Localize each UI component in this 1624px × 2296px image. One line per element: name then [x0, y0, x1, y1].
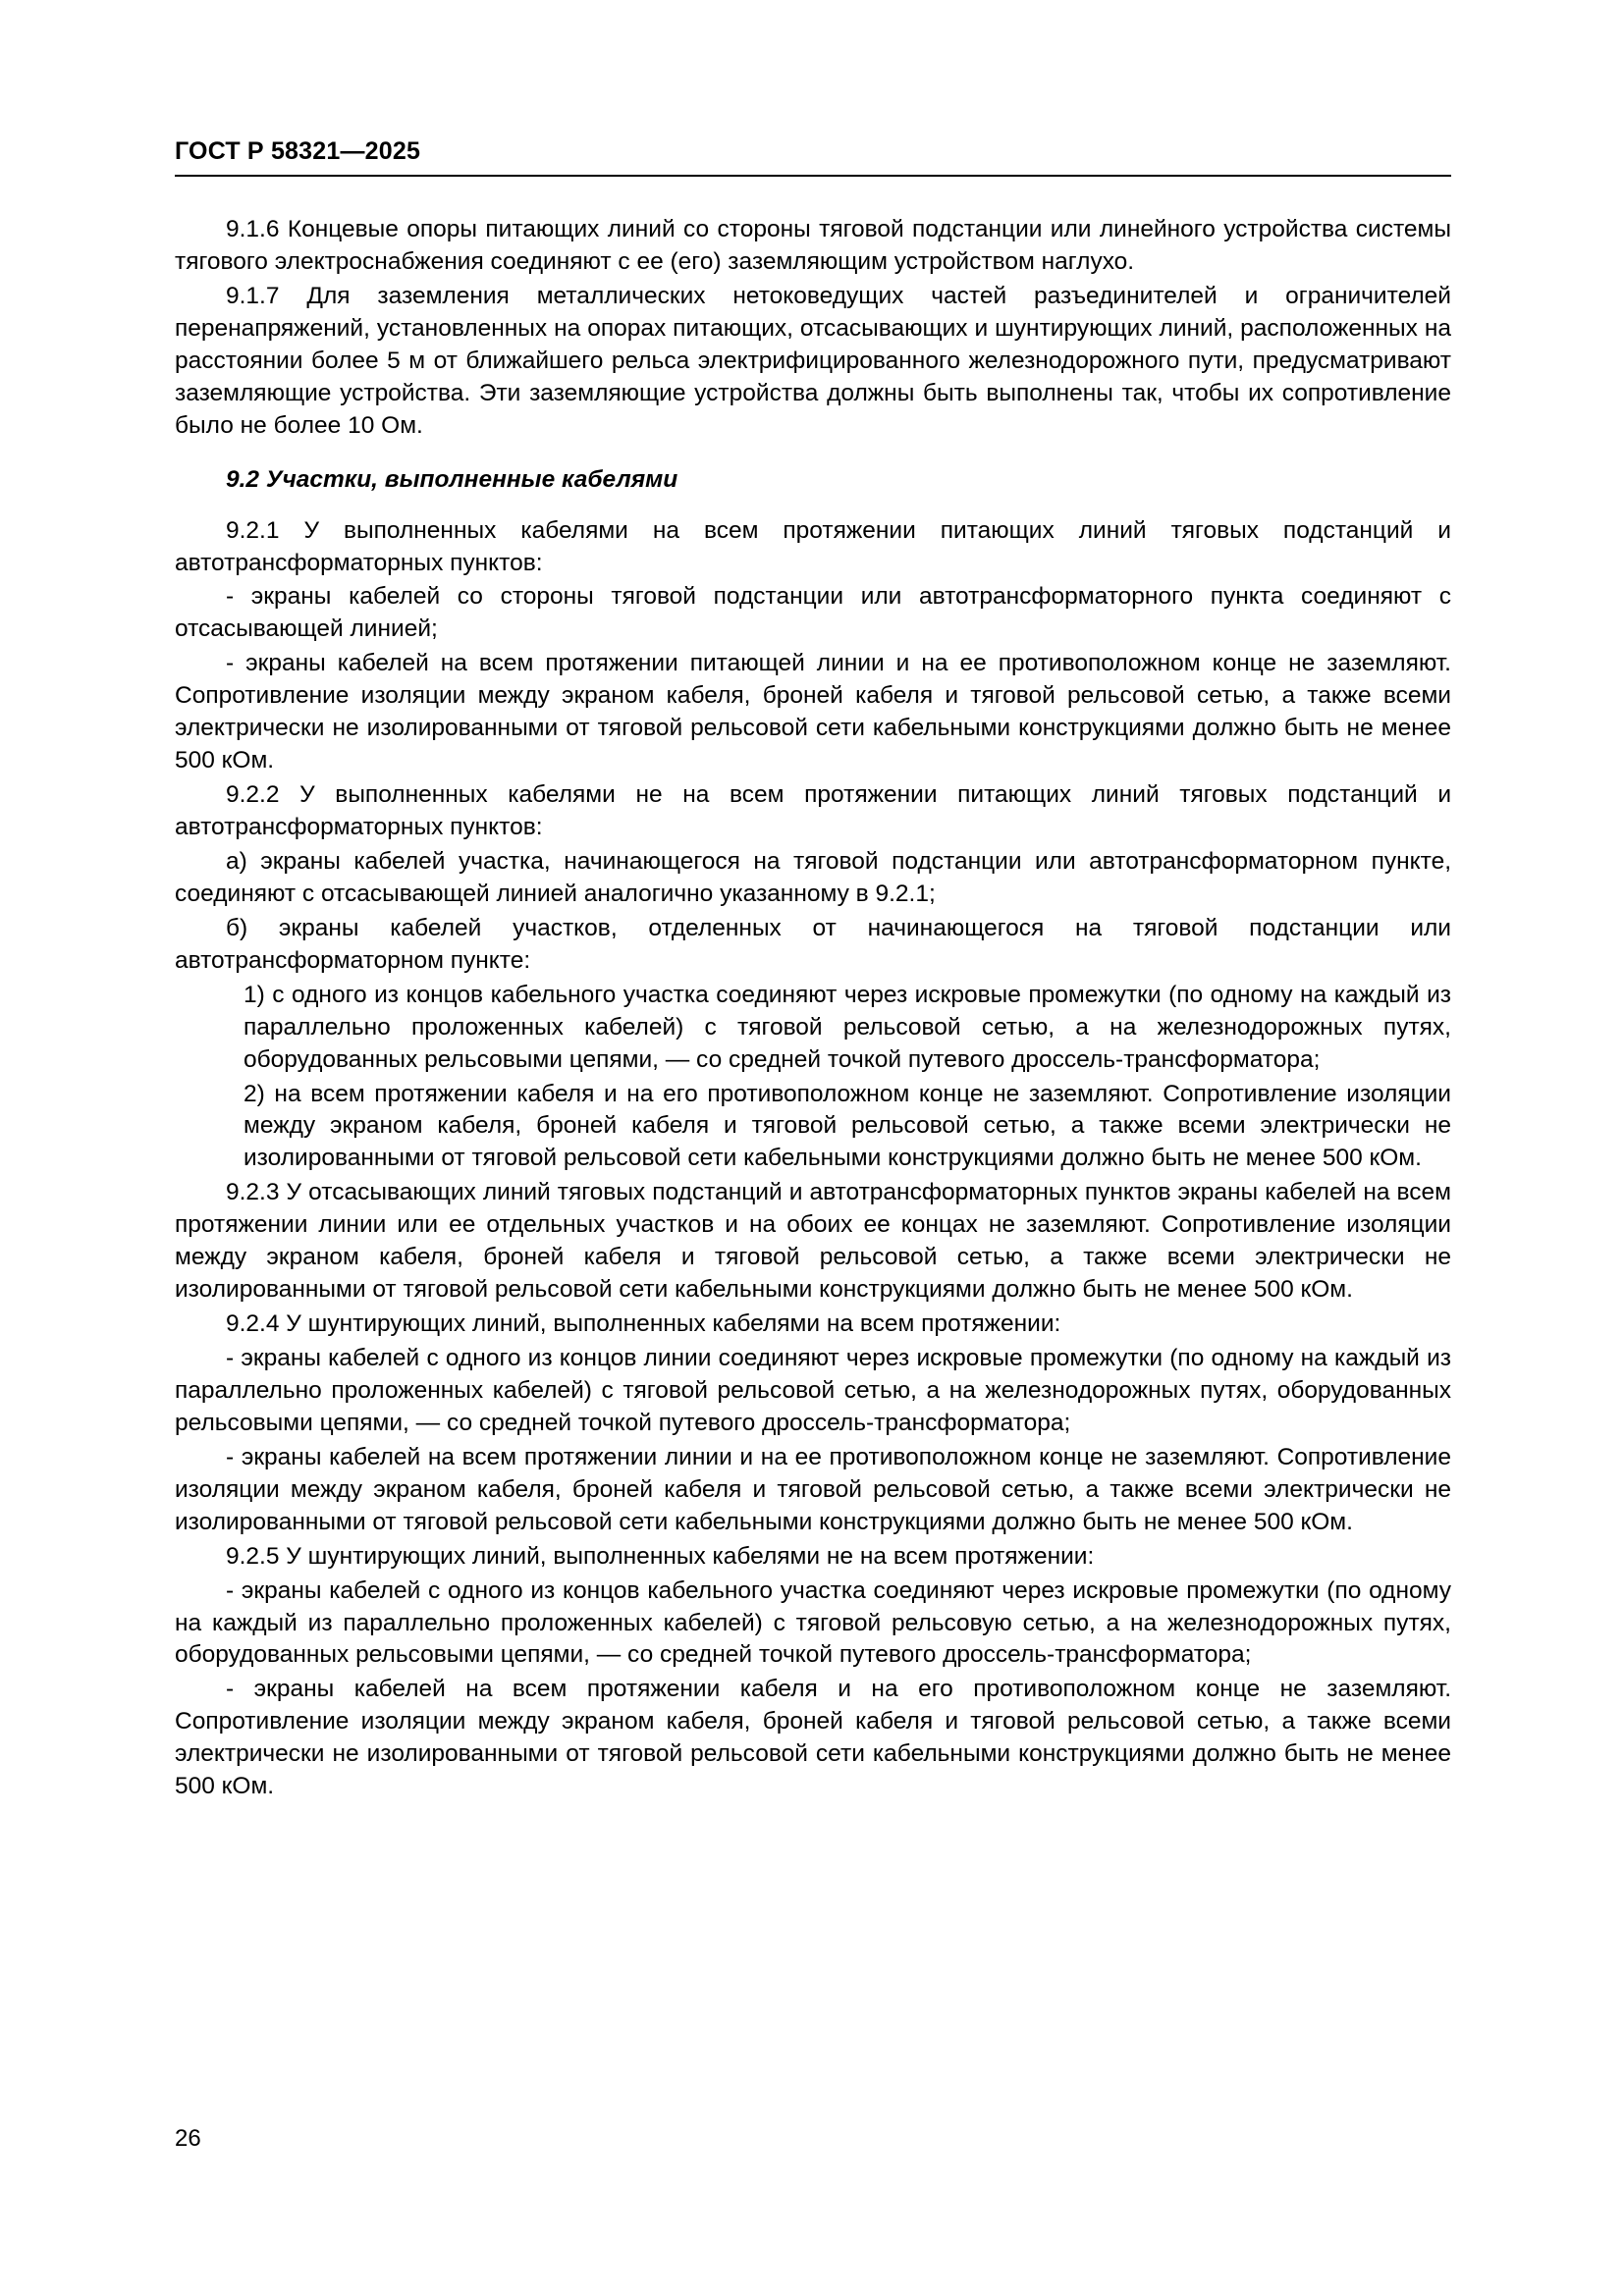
list-item-9-2-5-dash-2: - экраны кабелей на всем протяжении кабеля и на его противоположном конце не заземляют. Сопротивление изоляции между экраном кабеля, броней кабеля и тяговой рельсовой сетью, а также всеми электрически не изолированными от тяговой рельсовой сети кабельными конструкциями должно быть не менее 500 кОм. [175, 1676, 1451, 1800]
page-number: 26 [175, 2125, 201, 2152]
list-item-9-2-2-b-1: 1) с одного из концов кабельного участка соединяют через искровые промежутки (по одному на каждый из параллельно проложенных кабелей) с тяговой рельсовой сетью, а на железнодорожных путях, оборудованных рельсовыми цепями, — со средней точкой путевого дроссель-трансформатора; [244, 981, 1451, 1073]
document-header: ГОСТ Р 58321—2025 [175, 137, 1451, 177]
list-item-9-2-2-b-2: 2) на всем протяжении кабеля и на его противоположном конце не заземляют. Сопротивление изоляции между экраном кабеля, броней кабеля и тяговой рельсовой сетью, а также всеми электрически не изолированными от тяговой рельсовой сети кабельными конструкциями должно быть не менее 500 кОм. [244, 1080, 1451, 1172]
list-item-9-2-1-dash-1: - экраны кабелей со стороны тяговой подстанции или автотрансформаторного пункта соединяют с отсасывающей линией; [175, 583, 1451, 643]
list-item-9-2-2-a: а) экраны кабелей участка, начинающегося на тяговой подстанции или автотрансформаторном пункте, соединяют с отсасывающей линией аналогично указанному в 9.2.1; [175, 847, 1451, 907]
paragraph-9-2-3: 9.2.3 У отсасывающих линий тяговых подстанций и автотрансформаторных пунктов экраны кабелей на всем протяжении линии или ее отдельных участков и на обоих ее концах не заземляют. Сопротивление изоляции между экраном кабеля, броней кабеля и тяговой рельсовой сетью, а также всеми электрически не изолированными от тяговой рельсовой сети кабельными конструкциями должно быть не менее 500 кОм. [175, 1179, 1451, 1304]
list-item-9-2-4-dash-1: - экраны кабелей с одного из концов линии соединяют через искровые промежутки (по одному на каждый из параллельно проложенных кабелей) с тяговой рельсовой сетью, а на железнодорожных путях, оборудованных рельсовыми цепями, — со средней точкой путевого дроссель-трансформатора; [175, 1345, 1451, 1436]
paragraph-9-2-5: 9.2.5 У шунтирующих линий, выполненных кабелями не на всем протяжении: [226, 1542, 1095, 1570]
list-item-9-2-4-dash-2: - экраны кабелей на всем протяжении линии и на ее противоположном конце не заземляют. Сопротивление изоляции между экраном кабеля, броней кабеля и тяговой рельсовой сетью, а также всеми электрически не изолированными от тяговой рельсовой сети кабельными конструкциями должно быть не менее 500 кОм. [175, 1443, 1451, 1535]
paragraph-9-2-4: 9.2.4 У шунтирующих линий, выполненных кабелями на всем протяжении: [226, 1310, 1061, 1338]
paragraph-9-1-7: 9.1.7 Для заземления металлических нетоковедущих частей разъединителей и ограничителей перенапряжений, установленных на опорах питающих, отсасывающих и шунтирующих линий, расположенных на расстоянии более 5 м от ближайшего рельса электрифицированного железнодорожного пути, предусматривают заземляющие устройства. Эти заземляющие устройства должны быть выполнены так, чтобы их сопротивление было не более 10 Ом. [175, 282, 1451, 439]
paragraph-9-2-1: 9.2.1 У выполненных кабелями на всем протяжении питающих линий тяговых подстанций и автотрансформаторных пунктов: [175, 516, 1451, 576]
paragraph-9-2-2: 9.2.2 У выполненных кабелями не на всем протяжении питающих линий тяговых подстанций и автотрансформаторных пунктов: [175, 781, 1451, 840]
page-content [175, 137, 1451, 1803]
paragraph-9-1-6: 9.1.6 Концевые опоры питающих линий со стороны тяговой подстанции или линейного устройства системы тягового электроснабжения соединяют с ее (его) заземляющим устройством наглухо. [175, 216, 1451, 275]
section-heading-9-2: 9.2 Участки, выполненные кабелями [226, 465, 678, 493]
list-item-9-2-2-b: б) экраны кабелей участков, отделенных от начинающегося на тяговой подстанции или автотрансформаторном пункте: [175, 914, 1451, 974]
list-item-9-2-5-dash-1: - экраны кабелей с одного из концов кабельного участка соединяют через искровые промежутки (по одному на каждый из параллельно проложенных кабелей) с тяговой рельсовую сетью, а на железнодорожных путях, оборудованных рельсовыми цепями, — со средней точкой путевого дроссель-трансформатора; [175, 1576, 1451, 1669]
list-item-9-2-1-dash-2: - экраны кабелей на всем протяжении питающей линии и на ее противоположном конце не заземляют. Сопротивление изоляции между экраном кабеля, броней кабеля и тяговой рельсовой сетью, а также всеми электрически не изолированными от тяговой рельсовой сети кабельными конструкциями должно быть не менее 500 кОм. [175, 650, 1451, 774]
